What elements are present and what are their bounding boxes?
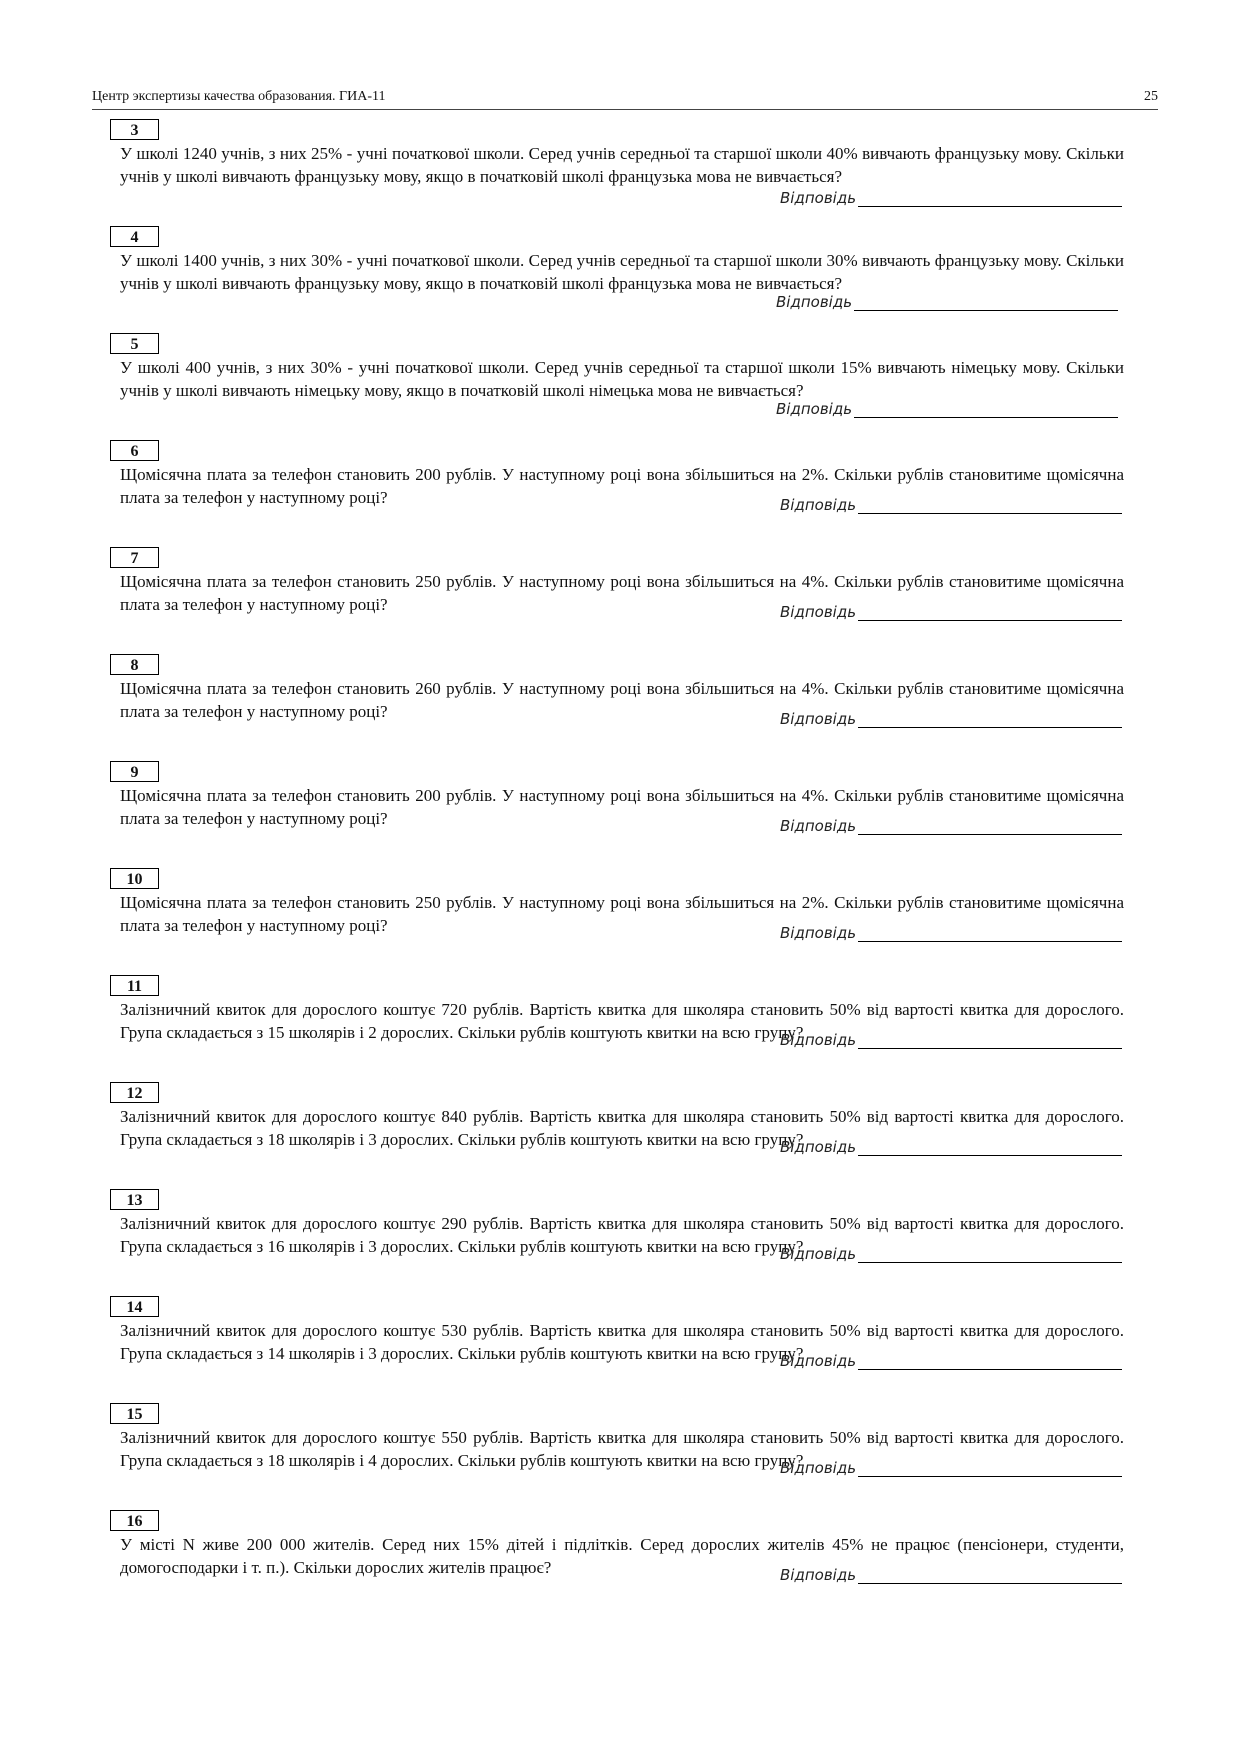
answer-field[interactable]	[780, 710, 1122, 728]
problem-text: Залізничний квиток для дорослого коштує 720 рублів. Вартість квитка для школяра становить 50% від вартості квитка для дорослого. Група складається з 15 школярів і 2 дорослих. Скільки рублів коштують квитки на всю групу?	[120, 1000, 1124, 1042]
problem-number: 5	[110, 333, 159, 354]
problem-text: У місті N живе 200 000 жителів. Серед них 15% дітей і підлітків. Серед дорослих жителів 45% не працює (пенсіонери, студенти, домогосподарки і т. п.). Скільки дорослих жителів працює?	[120, 1535, 1124, 1577]
page-header	[92, 89, 1158, 110]
problem-item	[112, 436, 1134, 543]
answer-label: Відповідь	[776, 400, 853, 418]
answer-line[interactable]	[858, 1353, 1122, 1370]
answer-line[interactable]	[858, 604, 1122, 621]
answer-line[interactable]	[858, 1032, 1122, 1049]
answer-label: Відповідь	[776, 293, 853, 311]
answer-field[interactable]	[780, 1352, 1122, 1370]
problem-item	[112, 971, 1134, 1078]
answer-label: Відповідь	[780, 1031, 857, 1049]
answer-label: Відповідь	[780, 1566, 857, 1584]
problem-item	[112, 115, 1134, 222]
problem-number: 9	[110, 761, 159, 782]
problem-number: 10	[110, 868, 159, 889]
problem-number: 14	[110, 1296, 159, 1317]
answer-label: Відповідь	[780, 1138, 857, 1156]
header-title: Центр экспертизы качества образования. ГИА-11	[92, 89, 386, 104]
problem-text: Залізничний квиток для дорослого коштує 550 рублів. Вартість квитка для школяра становить 50% від вартості квитка для дорослого. Група складається з 18 школярів і 4 дорослих. Скільки рублів коштують квитки на всю групу?	[120, 1428, 1124, 1470]
problem-item	[112, 650, 1134, 757]
answer-line[interactable]	[854, 401, 1118, 418]
answer-line[interactable]	[854, 294, 1118, 311]
problem-text: У школі 1400 учнів, з них 30% - учні початкової школи. Серед учнів середньої та старшої школи 30% вивчають французьку мову. Скільки учнів у школі вивчають французьку мову, якщо в початковій школі французька мова не вивчається?	[120, 251, 1124, 293]
problem-text: Щомісячна плата за телефон становить 200 рублів. У наступному році вона збільшиться на 2%. Скільки рублів становитиме щомісячна плата за телефон у наступному році?	[120, 465, 1124, 507]
answer-field[interactable]	[780, 1459, 1122, 1477]
problem-text: Щомісячна плата за телефон становить 250 рублів. У наступному році вона збільшиться на 4%. Скільки рублів становитиме щомісячна плата за телефон у наступному році?	[120, 572, 1124, 614]
problem-number: 15	[110, 1403, 159, 1424]
answer-field[interactable]	[780, 189, 1122, 207]
answer-line[interactable]	[858, 1460, 1122, 1477]
answer-label: Відповідь	[780, 1459, 857, 1477]
answer-line[interactable]	[858, 497, 1122, 514]
answer-field[interactable]	[780, 924, 1122, 942]
problem-number: 13	[110, 1189, 159, 1210]
problem-list	[112, 115, 1134, 1613]
answer-line[interactable]	[858, 190, 1122, 207]
page-number: 25	[1144, 89, 1158, 104]
problem-item	[112, 864, 1134, 971]
answer-field[interactable]	[780, 1245, 1122, 1263]
answer-field[interactable]	[780, 1138, 1122, 1156]
problem-number: 11	[110, 975, 159, 996]
problem-item	[112, 543, 1134, 650]
problem-item	[112, 1185, 1134, 1292]
answer-label: Відповідь	[780, 189, 857, 207]
answer-label: Відповідь	[780, 496, 857, 514]
problem-number: 3	[110, 119, 159, 140]
problem-number: 6	[110, 440, 159, 461]
answer-label: Відповідь	[780, 710, 857, 728]
answer-label: Відповідь	[780, 924, 857, 942]
answer-field[interactable]	[776, 293, 1118, 311]
problem-text: У школі 1240 учнів, з них 25% - учні початкової школи. Серед учнів середньої та старшої школи 40% вивчають французьку мову. Скільки учнів у школі вивчають французьку мову, якщо в початковій школі французька мова не вивчається?	[120, 144, 1124, 186]
problem-text: Щомісячна плата за телефон становить 200 рублів. У наступному році вона збільшиться на 4%. Скільки рублів становитиме щомісячна плата за телефон у наступному році?	[120, 786, 1124, 828]
answer-label: Відповідь	[780, 817, 857, 835]
answer-field[interactable]	[780, 817, 1122, 835]
answer-line[interactable]	[858, 1567, 1122, 1584]
answer-field[interactable]	[780, 496, 1122, 514]
answer-line[interactable]	[858, 711, 1122, 728]
problem-item	[112, 1399, 1134, 1506]
problem-text: Щомісячна плата за телефон становить 260 рублів. У наступному році вона збільшиться на 4%. Скільки рублів становитиме щомісячна плата за телефон у наступному році?	[120, 679, 1124, 721]
answer-field[interactable]	[780, 1566, 1122, 1584]
problem-item	[112, 329, 1134, 436]
answer-line[interactable]	[858, 1139, 1122, 1156]
problem-item	[112, 222, 1134, 329]
problem-item	[112, 1078, 1134, 1185]
problem-text: Щомісячна плата за телефон становить 250 рублів. У наступному році вона збільшиться на 2%. Скільки рублів становитиме щомісячна плата за телефон у наступному році?	[120, 893, 1124, 935]
answer-line[interactable]	[858, 1246, 1122, 1263]
answer-field[interactable]	[780, 1031, 1122, 1049]
answer-field[interactable]	[780, 603, 1122, 621]
answer-line[interactable]	[858, 925, 1122, 942]
answer-label: Відповідь	[780, 1245, 857, 1263]
problem-text: Залізничний квиток для дорослого коштує 840 рублів. Вартість квитка для школяра становить 50% від вартості квитка для дорослого. Група складається з 18 школярів і 3 дорослих. Скільки рублів коштують квитки на всю групу?	[120, 1107, 1124, 1149]
problem-item	[112, 1292, 1134, 1399]
problem-item	[112, 1506, 1134, 1613]
problem-number: 16	[110, 1510, 159, 1531]
answer-line[interactable]	[858, 818, 1122, 835]
problem-number: 12	[110, 1082, 159, 1103]
problem-number: 7	[110, 547, 159, 568]
problem-number: 4	[110, 226, 159, 247]
problem-item	[112, 757, 1134, 864]
answer-field[interactable]	[776, 400, 1118, 418]
problem-text: Залізничний квиток для дорослого коштує 290 рублів. Вартість квитка для школяра становить 50% від вартості квитка для дорослого. Група складається з 16 школярів і 3 дорослих. Скільки рублів коштують квитки на всю групу?	[120, 1214, 1124, 1256]
answer-label: Відповідь	[780, 603, 857, 621]
problem-number: 8	[110, 654, 159, 675]
answer-label: Відповідь	[780, 1352, 857, 1370]
problem-text: Залізничний квиток для дорослого коштує 530 рублів. Вартість квитка для школяра становить 50% від вартості квитка для дорослого. Група складається з 14 школярів і 3 дорослих. Скільки рублів коштують квитки на всю групу?	[120, 1321, 1124, 1363]
problem-text: У школі 400 учнів, з них 30% - учні початкової школи. Серед учнів середньої та старшої школи 15% вивчають німецьку мову. Скільки учнів у школі вивчають німецьку мову, якщо в початковій школі німецька мова не вивчається?	[120, 358, 1124, 400]
